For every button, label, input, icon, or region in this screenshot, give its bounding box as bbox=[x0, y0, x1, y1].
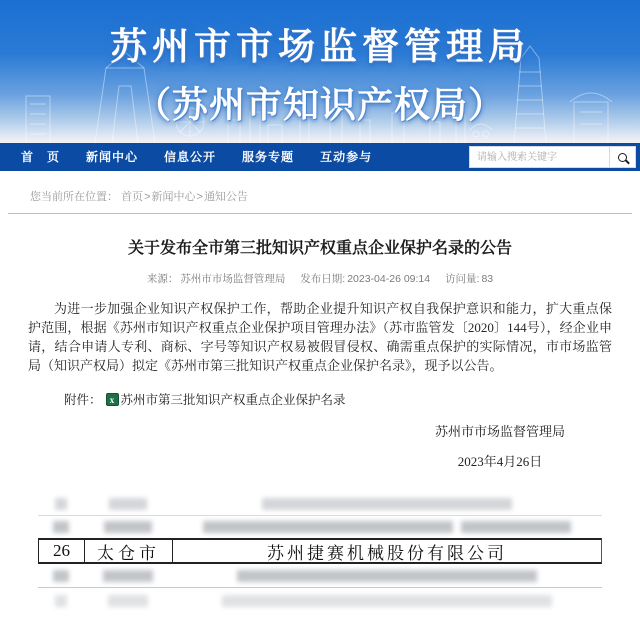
redacted-text bbox=[104, 521, 152, 533]
breadcrumb-separator: > bbox=[196, 191, 203, 203]
attachment-link[interactable]: 苏州市第三批知识产权重点企业保护名录 bbox=[120, 393, 346, 407]
attachment-label: 附件： bbox=[64, 393, 102, 407]
nav-item-interaction[interactable]: 互动参与 bbox=[320, 150, 373, 164]
redacted-text bbox=[461, 521, 571, 533]
redacted-row bbox=[38, 564, 602, 588]
redacted-text bbox=[55, 498, 67, 510]
meta-source-value: 苏州市市场监督管理局 bbox=[180, 273, 286, 285]
magnifier-icon bbox=[618, 153, 627, 162]
main-nav bbox=[0, 143, 640, 171]
meta-views-value: 83 bbox=[481, 273, 494, 285]
header-banner bbox=[0, 0, 640, 143]
attachment-line bbox=[64, 390, 640, 408]
breadcrumb-notices[interactable]: 通知公告 bbox=[203, 191, 248, 203]
meta-source-label: 来源： bbox=[146, 273, 179, 285]
article bbox=[0, 235, 640, 614]
redacted-text bbox=[237, 570, 537, 582]
breadcrumb-prefix: 您当前所在位置： bbox=[30, 191, 118, 203]
breadcrumb-home[interactable]: 首页 bbox=[121, 191, 144, 203]
redacted-text bbox=[108, 595, 148, 607]
nav-item-service-topics[interactable]: 服务专题 bbox=[242, 150, 295, 164]
breadcrumb bbox=[30, 188, 640, 204]
meta-date-value: 2023-04-26 09:14 bbox=[347, 273, 431, 285]
nav-item-home[interactable]: 首 页 bbox=[21, 150, 61, 164]
article-paragraph: 为进一步加强企业知识产权保护工作，帮助企业提升知识产权自我保护意识和能力，扩大重点保护范围，根据《苏州市知识产权重点企业保护项目管理办法》（苏市监管发〔2020〕144号），经企业申请，结合申请人专利、商标、字号等知识产权易被假冒侵权、确需重点保护的实际情况，市市场监管局（知识产权局）拟定《苏州市第三批知识产权重点企业保护名录》，现予以公告。 bbox=[28, 301, 612, 373]
redacted-row bbox=[38, 492, 602, 516]
article-meta bbox=[0, 271, 640, 286]
redacted-text bbox=[109, 498, 147, 510]
redacted-row bbox=[38, 588, 602, 614]
article-title: 关于发布全市第三批知识产权重点企业保护名录的公告 bbox=[127, 240, 512, 257]
redacted-text bbox=[103, 570, 153, 582]
divider-line bbox=[8, 213, 632, 214]
signature-block bbox=[405, 421, 595, 470]
redacted-text bbox=[203, 521, 453, 533]
search-input[interactable] bbox=[469, 146, 609, 168]
redacted-text bbox=[55, 595, 67, 607]
redacted-row bbox=[38, 516, 602, 538]
site-title-line1: 苏州市市场监督管理局 bbox=[110, 26, 530, 67]
signature-org: 苏州市市场监督管理局 bbox=[434, 424, 565, 439]
redacted-text bbox=[53, 521, 69, 533]
redacted-text bbox=[262, 498, 512, 510]
redacted-text bbox=[222, 595, 552, 607]
site-title-line2: （苏州市知识产权局） bbox=[134, 84, 505, 125]
redacted-text bbox=[53, 570, 69, 582]
meta-date-label: 发布日期: bbox=[300, 273, 346, 285]
nav-item-info-disclosure[interactable]: 信息公开 bbox=[164, 150, 217, 164]
nav-item-news[interactable]: 新闻中心 bbox=[86, 150, 139, 164]
excel-file-icon: x bbox=[106, 393, 119, 406]
table-row-visible bbox=[38, 538, 602, 564]
attachment-table-preview bbox=[38, 492, 602, 614]
cell-company-name: 苏州捷赛机械股份有限公司 bbox=[267, 543, 507, 563]
breadcrumb-news-center[interactable]: 新闻中心 bbox=[151, 191, 196, 203]
signature-date: 2023年4月26日 bbox=[457, 454, 543, 469]
search-bar bbox=[469, 146, 636, 168]
search-button[interactable] bbox=[609, 146, 636, 168]
breadcrumb-separator: > bbox=[144, 191, 151, 203]
cell-district: 太仓市 bbox=[85, 540, 173, 562]
meta-views-label: 访问量: bbox=[445, 273, 480, 285]
cell-row-number: 26 bbox=[39, 540, 85, 562]
